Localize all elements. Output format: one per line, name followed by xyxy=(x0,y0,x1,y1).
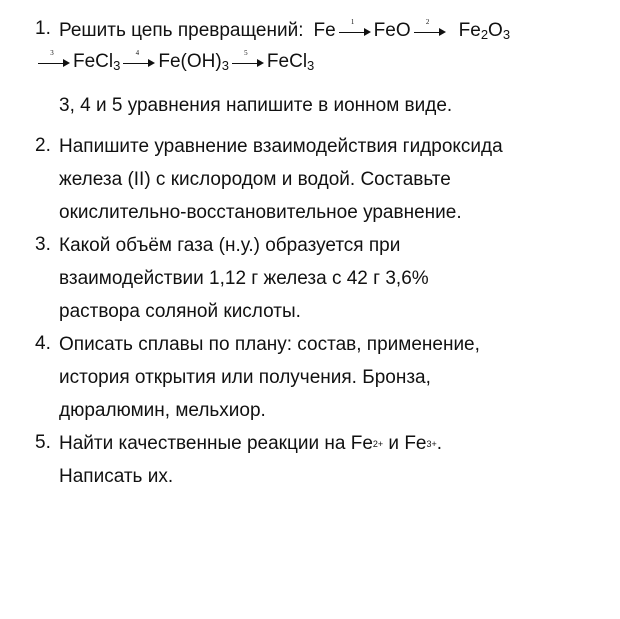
task-1-line-2 xyxy=(35,45,605,78)
task-number: 2. xyxy=(35,135,51,156)
task-number: 5. xyxy=(35,432,51,453)
task-number: 3. xyxy=(35,234,51,255)
formula-fecl3-final: FeCl$_3$ xyxy=(266,50,315,73)
task-line: Какой объём газа (н.у.) образуется при xyxy=(59,234,401,256)
task-line: окислительно-восстановительное уравнение. xyxy=(59,201,462,223)
task-1 xyxy=(35,17,605,120)
document xyxy=(35,17,605,493)
formula-feoh3: $Fe(OH)_3$ xyxy=(158,50,229,73)
step-label: 1 xyxy=(350,18,355,26)
task-line: история открытия или получения. Бронза, xyxy=(59,366,431,388)
formula-fe2o3: $Fe_2O_3$ xyxy=(458,20,511,42)
task-number: 4. xyxy=(35,333,51,354)
formula-fe: Fe xyxy=(313,20,336,41)
step-label: 2 xyxy=(425,18,430,26)
reaction-arrow-4 xyxy=(123,48,155,69)
task-2 xyxy=(35,130,605,229)
step-label: 3 xyxy=(50,48,54,57)
task-line: Напишите уравнение взаимодействия гидроксида xyxy=(59,135,503,157)
formula-feo: FeO xyxy=(373,20,411,41)
task-1-lead: Решить цепь превращений: xyxy=(59,20,304,41)
reaction-arrow-3 xyxy=(38,48,70,69)
task-line: Написать их. xyxy=(59,465,174,487)
task-line: Описать сплавы по плану: состав, применение, xyxy=(59,333,480,355)
reaction-arrow-5 xyxy=(232,48,264,69)
reaction-arrow-2 xyxy=(414,18,446,38)
task-5-line-1: Найти качественные реакции на Fe 2+ и Fe 3+ . xyxy=(59,432,443,454)
task-4 xyxy=(35,328,605,427)
task-1-line-1 xyxy=(59,17,605,45)
task-line: дюралюмин, мельхиор. xyxy=(59,399,266,421)
step-label: 4 xyxy=(135,48,140,57)
formula-fecl3: FeCl$_3$ xyxy=(73,50,121,73)
task-5 xyxy=(35,427,605,493)
task-1-note: 3, 4 и 5 уравнения напишите в ионном виде. xyxy=(59,95,453,116)
step-label: 5 xyxy=(244,48,248,57)
task-3 xyxy=(35,229,605,328)
task-number: 1. xyxy=(35,18,51,39)
task-line: взаимодействии 1,12 г железа с 42 г 3,6% xyxy=(59,267,429,289)
task-line: железа (II) с кислородом и водой. Составьте xyxy=(59,168,451,190)
reaction-arrow-1 xyxy=(339,18,371,38)
task-line: раствора соляной кислоты. xyxy=(59,300,301,322)
